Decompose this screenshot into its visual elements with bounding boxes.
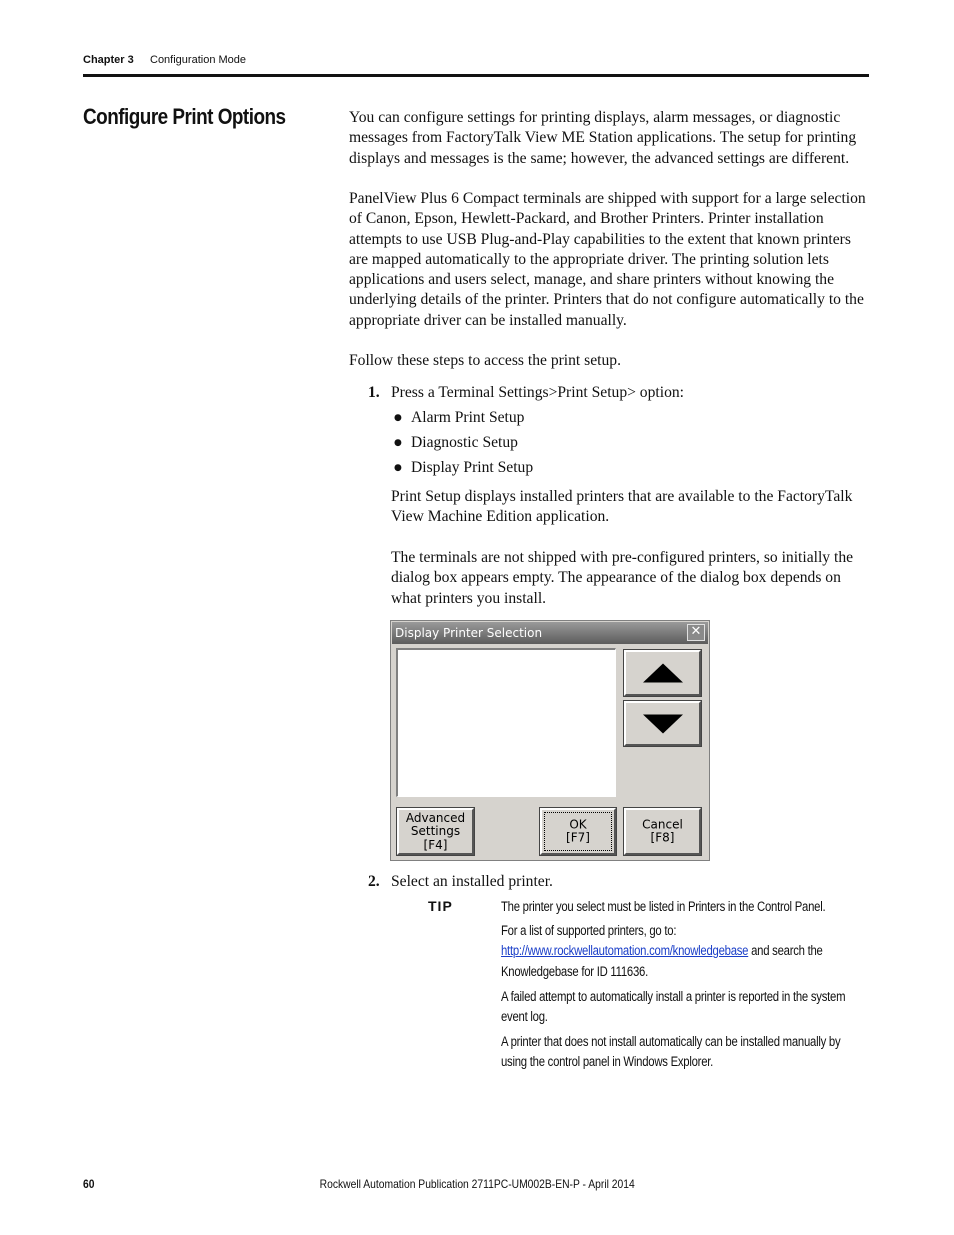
chapter-title: Configuration Mode xyxy=(150,54,247,66)
print-setup-paragraph: Print Setup displays installed printers that are available to the FactoryTalk View Machine Edition application. xyxy=(391,488,853,526)
tip-line: For a list of supported printers, go to: xyxy=(501,923,677,938)
knowledgebase-link[interactable]: http://www.rockwellautomation.com/knowledgebase xyxy=(501,943,749,959)
printer-selection-dialog xyxy=(390,620,710,861)
scroll-up-button[interactable] xyxy=(624,650,701,696)
header-rule xyxy=(83,74,869,77)
arrow-up-icon xyxy=(643,664,683,683)
bullet-item: Alarm Print Setup xyxy=(411,409,525,426)
bullet-item: Display Print Setup xyxy=(411,459,534,476)
bullet-icon: ● xyxy=(394,413,402,423)
dialog-title: Display Printer Selection xyxy=(395,626,543,640)
printer-list[interactable] xyxy=(396,648,616,797)
step-text: Press a Terminal Settings>Print Setup> option: xyxy=(391,384,684,401)
chapter-label: Chapter 3 xyxy=(83,54,134,66)
bullet-icon: ● xyxy=(394,463,402,473)
support-paragraph: PanelView Plus 6 Compact terminals are shipped with support for a large selection of Canon, Epson, Hewlett-Packard, and Brother Printers. Printer installation attempts to use USB Plug-and-Play capabilities to the extent that known printers are mapped automatically to the appropriate driver. The printing solution lets applications and users select, manage, and share printers without knowing the underlying details of the printer. Printers that do not configure automatically to the appropriate driver can be installed manually. xyxy=(349,190,866,329)
arrow-down-icon xyxy=(643,714,683,733)
publication-footer xyxy=(0,1177,954,1191)
page-number: 60 xyxy=(83,1177,95,1191)
step-text: Select an installed printer. xyxy=(391,873,553,890)
advanced-settings-button[interactable] xyxy=(397,808,474,855)
intro-paragraph: You can configure settings for printing displays, alarm messages, or diagnostic messages from FactoryTalk View ME Station applications. The setup for printing displays and messages is the same; however, the advanced settings are different. xyxy=(349,109,857,167)
step-number: 1. xyxy=(368,384,380,401)
advanced-settings-label: Advanced Settings [F4] xyxy=(405,810,466,852)
section-heading: Configure Print Options xyxy=(83,104,286,129)
publication-text: Rockwell Automation Publication 2711PC-UM002B-EN-P - April 2014 xyxy=(319,1177,635,1191)
tip-line: and search the Knowledgebase for ID 111636. xyxy=(501,943,823,979)
ok-button[interactable] xyxy=(540,808,616,855)
step-number: 2. xyxy=(368,873,380,890)
cancel-label: Cancel [F8] xyxy=(642,817,683,845)
tip-line: A failed attempt to automatically install a printer is reported in the system event log. xyxy=(501,989,846,1025)
ok-label: OK [F7] xyxy=(566,817,590,845)
steps-intro-paragraph: Follow these steps to access the print setup. xyxy=(349,352,621,369)
cancel-button[interactable] xyxy=(624,808,701,855)
tip-line: A printer that does not install automatically can be installed manually by using the control panel in Windows Explorer. xyxy=(501,1034,841,1070)
dialog-titlebar xyxy=(392,622,708,644)
empty-dialog-paragraph: The terminals are not shipped with pre-configured printers, so initially the dialog box appears empty. The appearance of the dialog box depends on what printers you install. xyxy=(391,549,854,607)
bullet-icon: ● xyxy=(394,438,402,448)
bullet-item: Diagnostic Setup xyxy=(411,434,518,451)
tip-label: TIP xyxy=(428,898,453,914)
tip-line: The printer you select must be listed in Printers in the Control Panel. xyxy=(501,899,826,914)
tip-link-paragraph xyxy=(501,921,869,982)
close-icon[interactable]: ✕ xyxy=(687,624,705,641)
scroll-down-button[interactable] xyxy=(624,701,701,746)
